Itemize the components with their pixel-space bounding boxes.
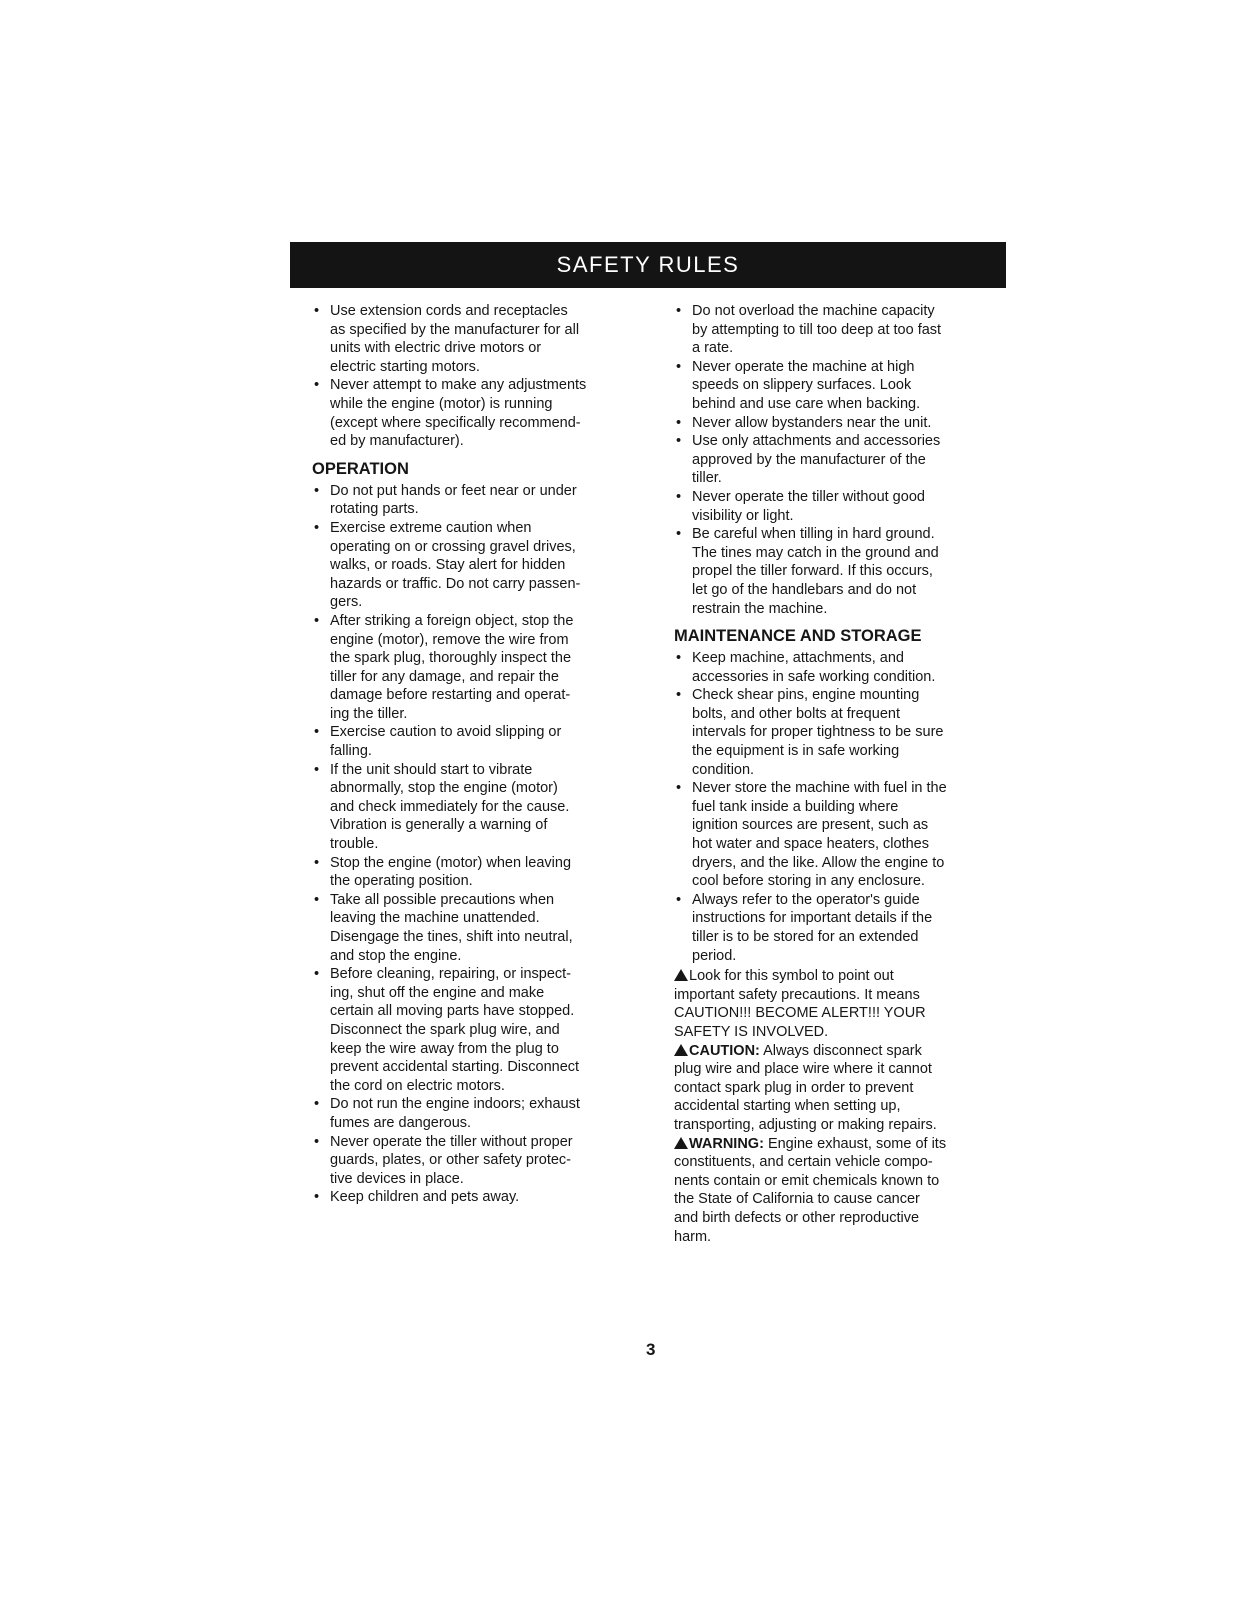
rule-line: keep the wire away from the plug to xyxy=(330,1040,559,1057)
rule-line: trouble. xyxy=(330,836,379,853)
operation-rules-continued-list xyxy=(674,302,1020,618)
rule-line: rotating parts. xyxy=(330,501,419,518)
operation-rules-list xyxy=(312,482,664,1207)
maintenance-rules-list xyxy=(674,649,1020,965)
rule-line: tive devices in place. xyxy=(330,1170,464,1187)
rule-line: ing the tiller. xyxy=(330,705,408,722)
rule-item xyxy=(312,519,664,612)
rule-line: instructions for important details if the xyxy=(692,910,933,927)
warning-note-line: the State of California to cause cancer xyxy=(674,1191,920,1208)
rule-item xyxy=(312,891,664,965)
rule-line: (except where specifically recommend- xyxy=(330,414,581,431)
rule-line: Disconnect the spark plug wire, and xyxy=(330,1021,560,1038)
rule-line: behind and use care when backing. xyxy=(692,395,921,412)
rule-line: • Do not put hands or feet near or under xyxy=(330,482,577,499)
rule-line: the equipment is in safe working xyxy=(692,743,900,760)
rule-item xyxy=(312,965,664,1095)
rule-line: speeds on slippery surfaces. Look xyxy=(692,377,912,394)
rule-line: by attempting to till too deep at too fast xyxy=(692,321,942,338)
rule-line: electric starting motors. xyxy=(330,358,480,375)
caution-label: CAUTION: xyxy=(689,1042,760,1059)
rule-item xyxy=(312,723,664,760)
rule-line: damage before restarting and operat- xyxy=(330,687,571,704)
caution-note-line: transporting, adjusting or making repairs. xyxy=(674,1116,937,1133)
rule-line: • Before cleaning, repairing, or inspect- xyxy=(330,966,571,983)
rule-line: restrain the machine. xyxy=(692,600,828,617)
rule-line: • Always refer to the operator's guide xyxy=(692,891,920,908)
rule-line: falling. xyxy=(330,743,372,760)
rule-line: bolts, and other bolts at frequent xyxy=(692,705,900,722)
rule-line: The tines may catch in the ground and xyxy=(692,544,939,561)
rule-line: fuel tank inside a building where xyxy=(692,798,899,815)
rule-line: • Never store the machine with fuel in the xyxy=(692,780,947,797)
rule-line: • Exercise caution to avoid slipping or xyxy=(330,724,562,741)
rule-line: the cord on electric motors. xyxy=(330,1077,505,1094)
rule-line: • Never allow bystanders near the unit. xyxy=(692,414,932,431)
safety-alert-triangle-icon xyxy=(674,1044,688,1056)
caution-note-line: CAUTION: Always disconnect spark xyxy=(674,1042,1020,1061)
rule-line: cool before storing in any enclosure. xyxy=(692,873,925,890)
rule-line: • Check shear pins, engine mounting xyxy=(692,687,920,704)
symbol-note-line: CAUTION!!! BECOME ALERT!!! YOUR xyxy=(674,1005,926,1022)
rule-line: fumes are dangerous. xyxy=(330,1114,472,1131)
rule-line: • Do not overload the machine capacity xyxy=(692,303,935,319)
symbol-note xyxy=(674,967,1020,1041)
rule-line: • If the unit should start to vibrate xyxy=(330,761,533,778)
rule-line: leaving the machine unattended. xyxy=(330,910,540,927)
warning-note-line: harm. xyxy=(674,1228,712,1245)
warning-note xyxy=(674,1135,1020,1247)
rule-line: • Never attempt to make any adjustments xyxy=(330,377,587,394)
warning-note-line: and birth defects or other reproductive xyxy=(674,1209,920,1226)
rule-line: • Stop the engine (motor) when leaving xyxy=(330,854,572,871)
warning-note-line: WARNING: Engine exhaust, some of its xyxy=(674,1135,1020,1154)
rule-line: certain all moving parts have stopped. xyxy=(330,1003,575,1020)
caution-note-line: plug wire and place wire where it cannot xyxy=(674,1061,932,1078)
safety-alert-triangle-icon xyxy=(674,1137,688,1149)
rule-item xyxy=(674,302,1020,358)
warning-label: WARNING: xyxy=(689,1135,764,1152)
warning-note-line: nents contain or emit chemicals known to xyxy=(674,1172,940,1189)
rule-item xyxy=(312,376,664,450)
rule-item xyxy=(674,358,1020,414)
rule-line: Disengage the tines, shift into neutral, xyxy=(330,929,573,945)
safety-alert-triangle-icon xyxy=(674,969,688,981)
rule-line: • After striking a foreign object, stop the xyxy=(330,612,574,629)
rule-line: ed by manufacturer). xyxy=(330,433,464,450)
rule-line: • Never operate the tiller without proper xyxy=(330,1133,573,1150)
rule-line: visibility or light. xyxy=(692,507,794,524)
rule-line: • Be careful when tilling in hard ground. xyxy=(692,526,935,543)
rule-item xyxy=(674,686,1020,779)
rule-item xyxy=(312,1095,664,1132)
rule-line: guards, plates, or other safety protec- xyxy=(330,1152,571,1169)
rule-item xyxy=(312,1188,664,1207)
rule-item xyxy=(312,761,664,854)
rule-item xyxy=(674,891,1020,965)
rule-line: the spark plug, thoroughly inspect the xyxy=(330,650,572,667)
rule-line: hot water and space heaters, clothes xyxy=(692,836,929,853)
rule-line: tiller is to be stored for an extended xyxy=(692,929,919,945)
rule-line: intervals for proper tightness to be sure xyxy=(692,724,944,741)
symbol-note-line: important safety precautions. It means xyxy=(674,986,920,1003)
rule-line: let go of the handlebars and do not xyxy=(692,581,917,598)
rule-item xyxy=(312,1133,664,1189)
warning-note-line: constituents, and certain vehicle compo- xyxy=(674,1154,933,1171)
rule-item xyxy=(312,302,664,376)
rule-item xyxy=(312,612,664,724)
rule-line: units with electric drive motors or xyxy=(330,340,542,357)
rule-line: the operating position. xyxy=(330,873,473,890)
rule-line: and check immediately for the cause. xyxy=(330,798,570,815)
intro-rules-list xyxy=(312,302,664,451)
rule-line: operating on or crossing gravel drives, xyxy=(330,538,576,555)
rule-line: and stop the engine. xyxy=(330,947,462,964)
caution-note-line: contact spark plug in order to prevent xyxy=(674,1079,914,1096)
safety-notes xyxy=(674,967,1020,1246)
right-column xyxy=(674,302,1020,1246)
rule-line: propel the tiller forward. If this occurs, xyxy=(692,563,933,580)
rule-line: • Never operate the machine at high xyxy=(692,358,915,375)
rule-item xyxy=(674,432,1020,488)
rule-line: • Never operate the tiller without good xyxy=(692,488,925,505)
rule-item xyxy=(674,525,1020,618)
rule-line: • Keep machine, attachments, and xyxy=(692,650,904,667)
rule-item xyxy=(312,482,664,519)
safety-rules-banner xyxy=(290,242,1006,288)
left-column xyxy=(312,302,664,1207)
rule-line: approved by the manufacturer of the xyxy=(692,451,926,468)
symbol-note-line: Look for this symbol to point out xyxy=(674,967,1020,986)
rule-line: • Use only attachments and accessories xyxy=(692,433,941,450)
rule-line: • Take all possible precautions when xyxy=(330,891,555,908)
rule-line: tiller. xyxy=(692,470,722,487)
rule-line: ignition sources are present, such as xyxy=(692,817,929,834)
rule-item xyxy=(674,649,1020,686)
page-number: 3 xyxy=(646,1340,656,1359)
rule-item xyxy=(674,414,1020,433)
rule-line: a rate. xyxy=(692,340,734,357)
rule-line: ing, shut off the engine and make xyxy=(330,984,545,1001)
rule-line: engine (motor), remove the wire from xyxy=(330,631,569,648)
rule-line: • Keep children and pets away. xyxy=(330,1189,520,1206)
rule-line: • Exercise extreme caution when xyxy=(330,519,532,536)
rule-line: tiller for any damage, and repair the xyxy=(330,668,559,685)
rule-line: prevent accidental starting. Disconnect xyxy=(330,1059,580,1076)
rule-item xyxy=(674,488,1020,525)
rule-line: gers. xyxy=(330,594,363,611)
operation-heading: OPERATION xyxy=(312,459,409,478)
rule-item xyxy=(312,854,664,891)
maintenance-storage-heading: MAINTENANCE AND STORAGE xyxy=(674,627,922,646)
rule-line: Vibration is generally a warning of xyxy=(330,817,548,834)
rule-line: hazards or traffic. Do not carry passen- xyxy=(330,575,581,592)
page-title: SAFETY RULES xyxy=(556,252,740,277)
rule-line: walks, or roads. Stay alert for hidden xyxy=(330,557,566,574)
caution-note-line: accidental starting when setting up, xyxy=(674,1098,901,1115)
rule-line: • Do not run the engine indoors; exhaust xyxy=(330,1096,580,1113)
rule-line: as specified by the manufacturer for all xyxy=(330,321,580,338)
rule-line: while the engine (motor) is running xyxy=(330,395,553,412)
rule-line: condition. xyxy=(692,761,755,778)
rule-line: dryers, and the like. Allow the engine to xyxy=(692,854,945,871)
rule-item xyxy=(674,779,1020,891)
caution-note xyxy=(674,1042,1020,1135)
rule-line: • Use extension cords and receptacles xyxy=(330,303,568,319)
rule-line: accessories in safe working condition. xyxy=(692,668,936,685)
symbol-note-line: SAFETY IS INVOLVED. xyxy=(674,1023,829,1040)
rule-line: abnormally, stop the engine (motor) xyxy=(330,780,558,797)
rule-line: period. xyxy=(692,947,737,964)
